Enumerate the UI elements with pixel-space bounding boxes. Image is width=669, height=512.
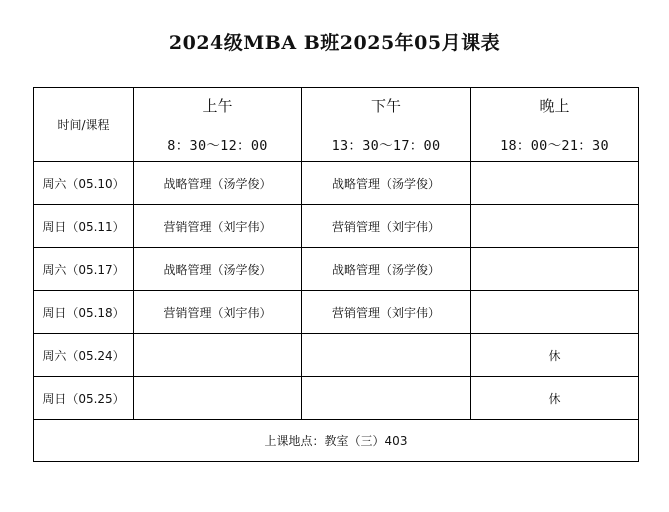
header-row [34,88,639,162]
period-name: 下午 [370,97,401,115]
morning-course-cell [134,377,302,420]
afternoon-course-cell [302,334,471,377]
afternoon-course-cell: 战略管理（汤学俊） [302,248,471,291]
morning-course-cell: 战略管理（汤学俊） [134,162,302,205]
evening-course-cell [471,162,639,205]
table-row [34,334,639,377]
morning-course-cell: 营销管理（刘宇伟） [134,291,302,334]
table-row [34,248,639,291]
schedule-table [33,87,639,462]
table-row [34,205,639,248]
date-cell: 周六（05.24） [34,334,134,377]
morning-course-cell: 战略管理（汤学俊） [134,248,302,291]
corner-header: 时间/课程 [34,88,134,162]
evening-course-cell [471,248,639,291]
date-cell: 周日（05.11） [34,205,134,248]
period-header-morning [134,88,302,162]
date-cell: 周日（05.18） [34,291,134,334]
morning-course-cell [134,334,302,377]
period-header-evening [471,88,639,162]
period-name: 晚上 [539,97,570,115]
page-title: 2024级MBA B班2025年05月课表 [168,32,501,54]
afternoon-course-cell: 战略管理（汤学俊） [302,162,471,205]
evening-course-cell [471,205,639,248]
evening-course-cell [471,291,639,334]
evening-course-cell: 休 [471,377,639,420]
afternoon-course-cell: 营销管理（刘宇伟） [302,205,471,248]
period-name: 上午 [202,97,233,115]
period-time: 8：30〜12：00 [167,138,268,154]
class-location: 上课地点：教室（三）403 [34,420,639,462]
evening-course-cell: 休 [471,334,639,377]
date-cell: 周六（05.10） [34,162,134,205]
date-cell: 周六（05.17） [34,248,134,291]
table-row [34,162,639,205]
period-time: 18：00〜21：30 [500,138,609,154]
morning-course-cell: 营销管理（刘宇伟） [134,205,302,248]
afternoon-course-cell [302,377,471,420]
date-cell: 周日（05.25） [34,377,134,420]
table-row [34,291,639,334]
afternoon-course-cell: 营销管理（刘宇伟） [302,291,471,334]
footer-row [34,420,639,462]
table-row [34,377,639,420]
period-header-afternoon [302,88,471,162]
period-time: 13：30〜17：00 [331,138,441,154]
